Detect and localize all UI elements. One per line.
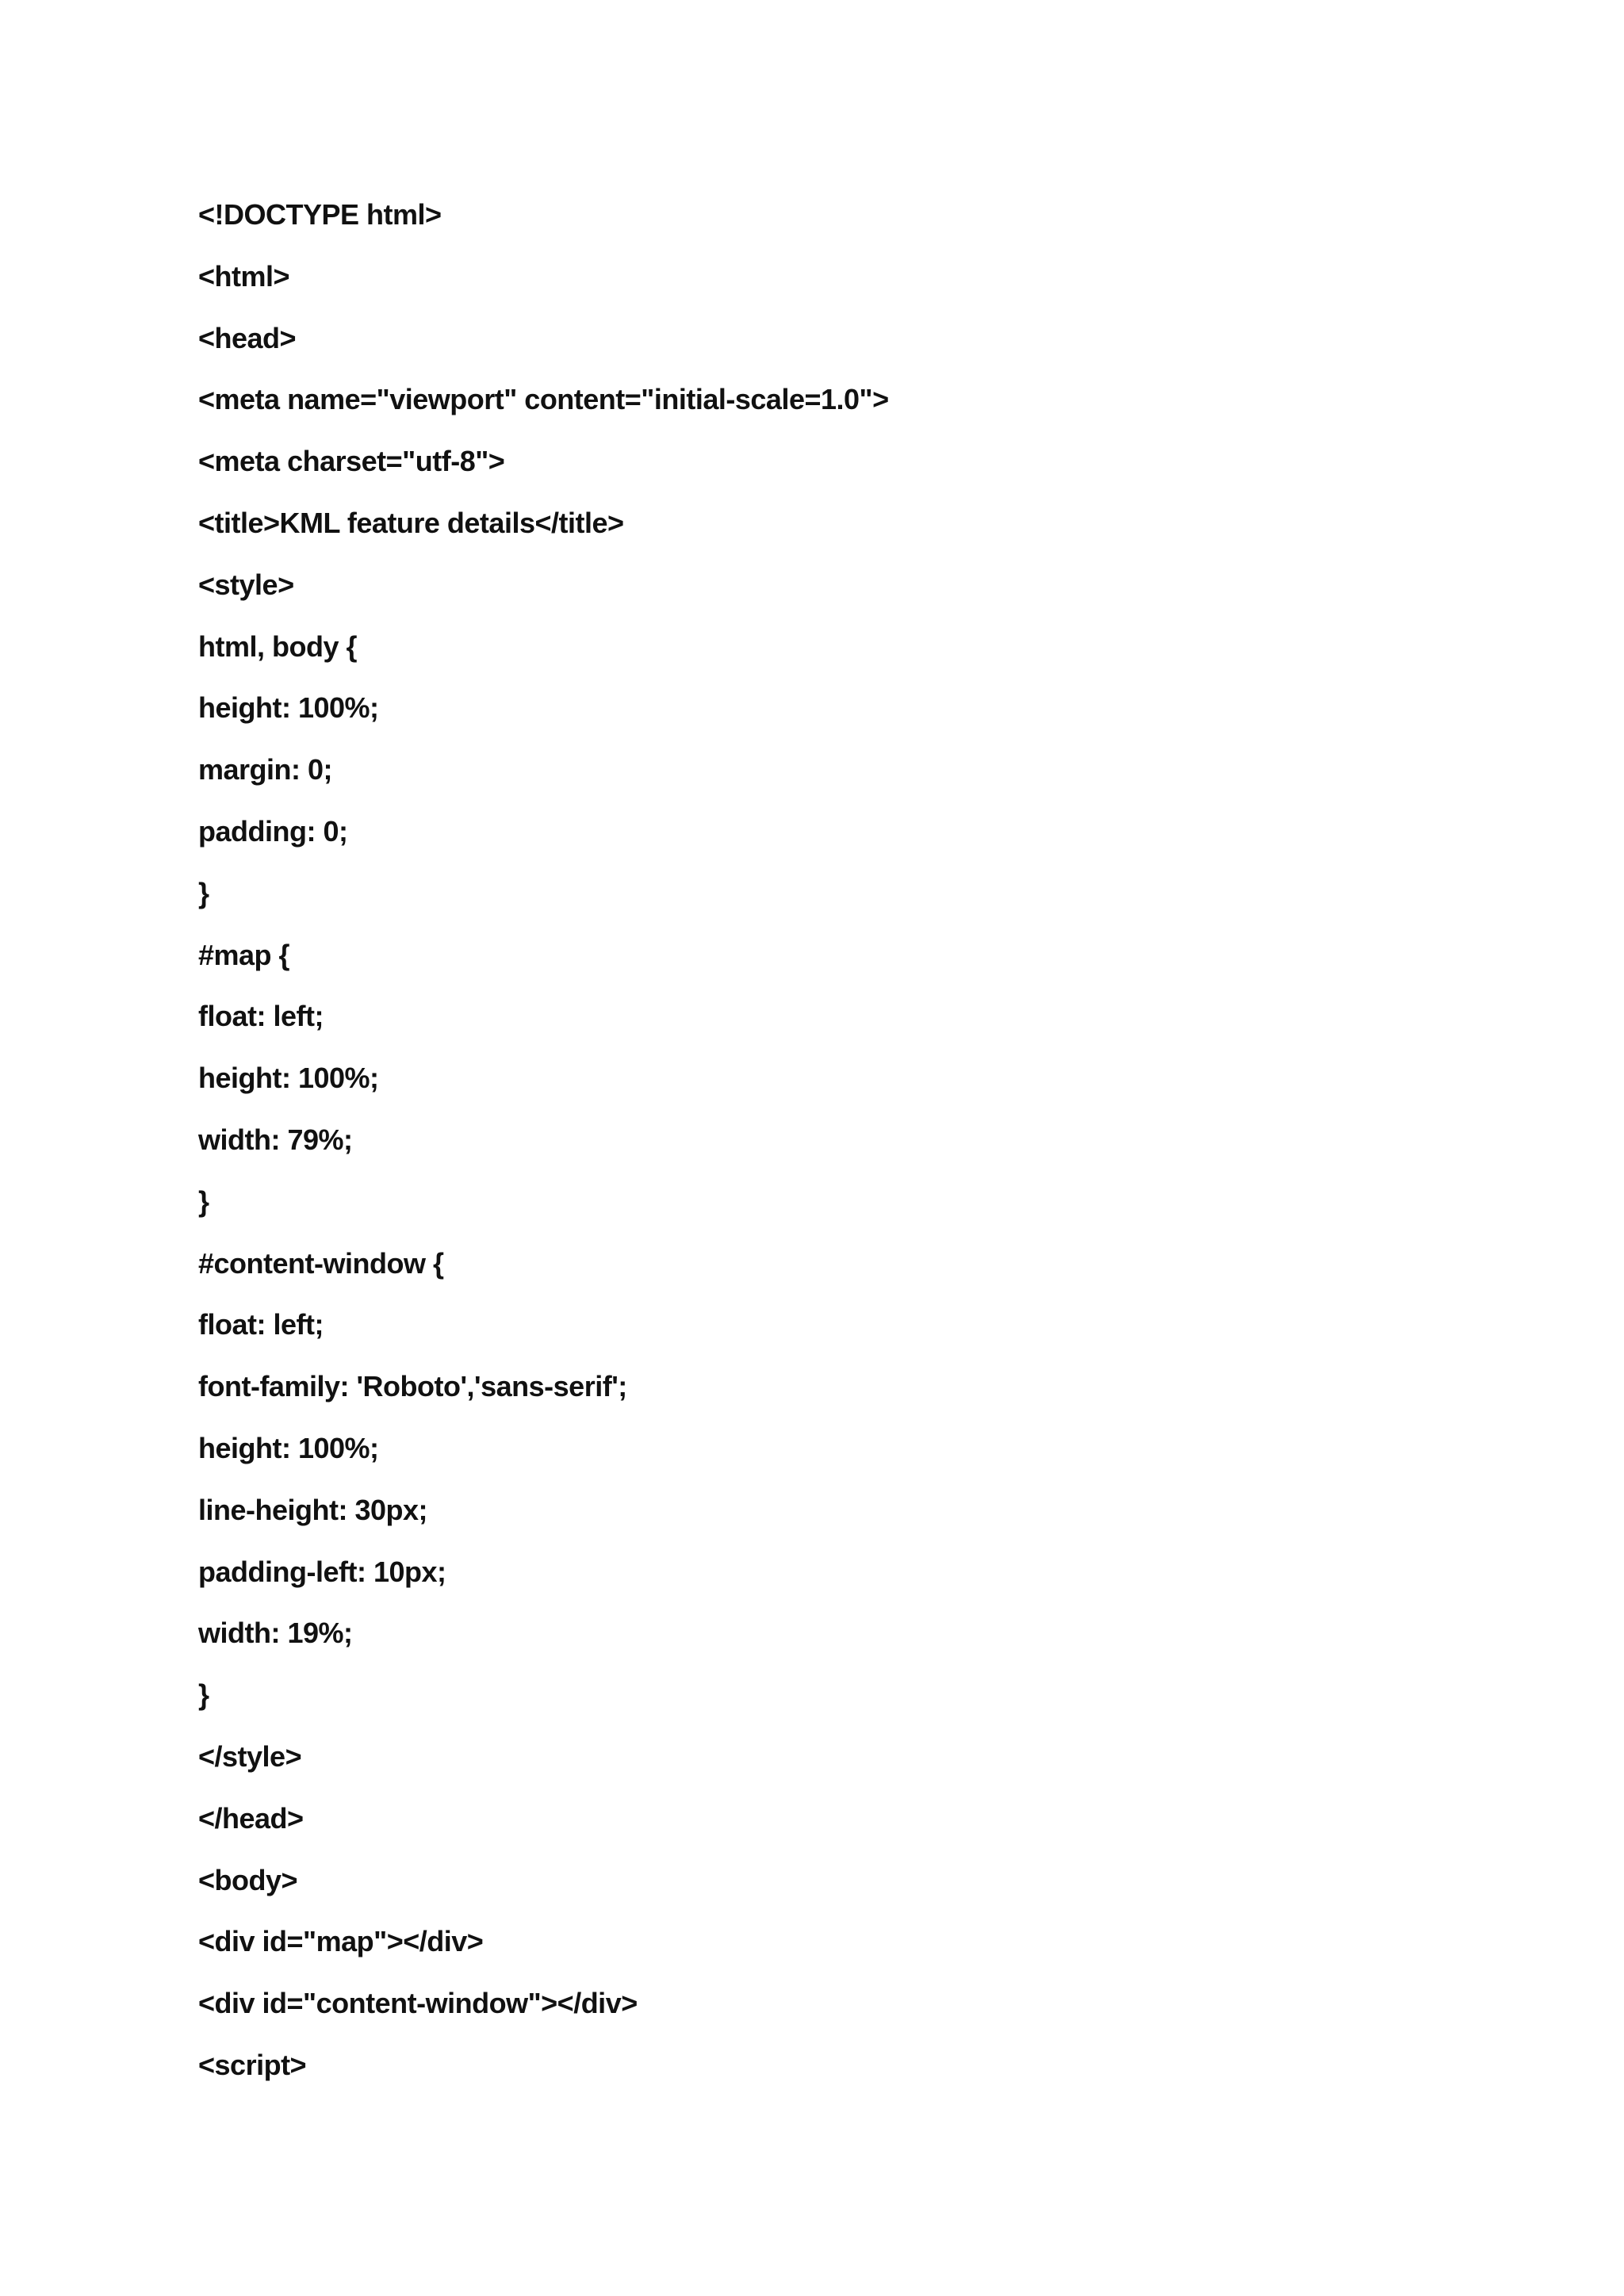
- code-line: <title>KML feature details</title>: [198, 506, 624, 539]
- code-line: html, body {: [198, 629, 357, 663]
- code-line: padding-left: 10px;: [198, 1555, 446, 1588]
- code-line: height: 100%;: [198, 1062, 379, 1095]
- code-listing: [198, 193, 889, 2106]
- code-line: <html>: [198, 259, 290, 293]
- code-line: <div id="content-window"></div>: [198, 1987, 638, 2020]
- code-line: }: [198, 1678, 209, 1712]
- code-line: font-family: 'Roboto','sans-serif';: [198, 1370, 627, 1403]
- code-line: #content-window {: [198, 1246, 444, 1280]
- code-line: <div id="map"></div>: [198, 1925, 484, 1958]
- code-line: width: 19%;: [198, 1617, 353, 1650]
- code-line: <script>: [198, 2048, 307, 2081]
- code-line: padding: 0;: [198, 814, 348, 848]
- code-line: float: left;: [198, 1308, 324, 1341]
- code-line: <body>: [198, 1863, 298, 1896]
- code-line: <head>: [198, 321, 297, 354]
- code-line: #map {: [198, 938, 290, 971]
- code-line: </style>: [198, 1739, 302, 1773]
- code-line: <style>: [198, 568, 294, 601]
- code-line: </head>: [198, 1801, 304, 1835]
- code-line: height: 100%;: [198, 691, 379, 725]
- code-line: }: [198, 876, 209, 909]
- code-line: line-height: 30px;: [198, 1493, 428, 1526]
- code-line: <meta charset="utf-8">: [198, 445, 505, 478]
- code-line: <meta name="viewport" content="initial-scale=1.0">: [198, 383, 889, 416]
- code-line: float: left;: [198, 1000, 324, 1033]
- code-line: margin: 0;: [198, 753, 333, 786]
- code-line: }: [198, 1184, 209, 1218]
- code-line: width: 79%;: [198, 1123, 353, 1156]
- code-line: height: 100%;: [198, 1431, 379, 1464]
- code-line: <!DOCTYPE html>: [198, 198, 442, 231]
